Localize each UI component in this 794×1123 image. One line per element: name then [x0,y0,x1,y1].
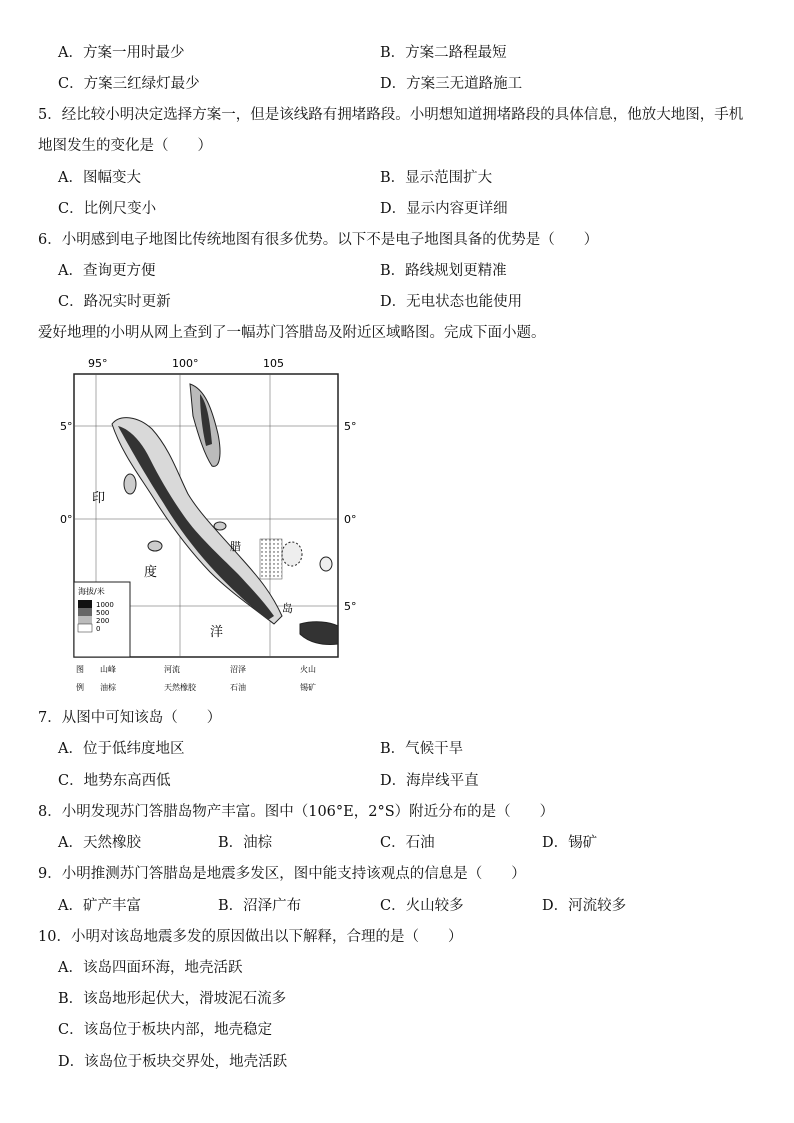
legend-0: 0 [96,625,101,633]
legend-500: 500 [96,609,110,617]
ocean-char-1: 印 [92,491,106,506]
q8-option-c: C．石油 [380,835,435,851]
q9-option-b: B．沼泽广布 [218,898,302,914]
island-char-1: 腊 [230,540,241,553]
q4-option-d: D．方案三无道路施工 [380,76,523,92]
key-oilpalm: 油棕 [100,683,116,692]
q5-option-c: C．比例尺变小 [58,201,157,217]
q7-option-a: A．位于低纬度地区 [58,741,185,757]
q6-stem: 6．小明感到电子地图比传统地图有很多优势。以下不是电子地图具备的优势是（ ） [38,232,599,248]
q6-option-c: C．路况实时更新 [58,294,171,310]
q10-option-d: D．该岛位于板块交界处，地壳活跃 [58,1054,288,1070]
q6-option-b: B．路线规划更精准 [380,263,507,279]
q9-option-c: C．火山较多 [380,898,464,914]
key-oil: 石油 [230,683,246,692]
q5-stem-line2: 地图发生的变化是（ ） [38,138,212,154]
q6-option-d: D．无电状态也能使用 [380,294,523,310]
legend-1000: 1000 [96,601,114,609]
lat-label-0-right: 0° [344,513,357,526]
sumatra-map [60,354,370,699]
key-label-tu: 图 [76,665,84,674]
key-river: 河流 [164,665,180,674]
q9-option-a: A．矿产丰富 [58,898,141,914]
q9-option-d: D．河流较多 [542,898,627,914]
ocean-char-2: 度 [144,565,158,580]
q10-option-b: B．该岛地形起伏大，滑坡泥石流多 [58,991,287,1007]
island-simeulue [124,474,136,494]
ocean-char-3: 洋 [210,625,224,640]
lat-label-0-left: 0° [60,513,73,526]
lon-label-105: 105 [263,357,284,370]
key-peak: 山峰 [100,665,116,674]
q8-stem: 8．小明发现苏门答腊岛物产丰富。图中（106°E，2°S）附近分布的是（ ） [38,804,555,820]
island-bangka [282,542,302,566]
q4-option-c: C．方案三红绿灯最少 [58,76,200,92]
legend-200: 200 [96,617,110,625]
q10-option-c: C．该岛位于板块内部，地壳稳定 [58,1022,273,1038]
island-belitung [320,557,332,571]
lat-label-5n-right: 5° [344,420,357,433]
q8-option-b: B．油棕 [218,835,273,851]
key-swamp: 沼泽 [230,665,246,674]
q7-option-d: D．海岸线平直 [380,773,479,789]
q5-stem-line1: 5．经比较小明决定选择方案一，但是该线路有拥堵路段。小明想知道拥堵路段的具体信息，他放大地图，手机 [38,107,744,123]
q5-option-b: B．显示范围扩大 [380,170,493,186]
q7-option-c: C．地势东高西低 [58,773,171,789]
legend-title: 海拔/米 [78,587,105,596]
island-small [214,522,226,530]
q10-option-a: A．该岛四面环海，地壳活跃 [58,960,243,976]
section-intro: 爱好地理的小明从网上查到了一幅苏门答腊岛及附近区域略图。完成下面小题。 [38,325,546,341]
q7-stem: 7．从图中可知该岛（ ） [38,710,222,726]
lon-label-100: 100° [172,357,199,370]
q8-option-d: D．锡矿 [542,835,598,851]
q5-option-a: A．图幅变大 [58,170,141,186]
q5-option-d: D．显示内容更详细 [380,201,508,217]
lon-label-95: 95° [88,357,108,370]
lat-label-5s-right: 5° [344,600,357,613]
key-label-li: 例 [76,683,84,692]
q4-option-b: B．方案二路程最短 [380,45,507,61]
key-rubber: 天然橡胶 [164,683,196,692]
island-nias [148,541,162,551]
swamp-area [260,539,282,579]
q7-option-b: B．气候干旱 [380,741,464,757]
q9-stem: 9．小明推测苏门答腊岛是地震多发区，图中能支持该观点的信息是（ ） [38,866,526,882]
q10-stem: 10．小明对该岛地震多发的原因做出以下解释，合理的是（ ） [38,929,463,945]
q4-option-a: A．方案一用时最少 [58,45,185,61]
q6-option-a: A．查询更方便 [58,263,156,279]
key-tin: 锡矿 [300,683,316,692]
island-char-2: 岛 [282,602,293,615]
q8-option-a: A．天然橡胶 [58,835,141,851]
key-volcano: 火山 [300,665,316,674]
lat-label-5n-left: 5° [60,420,73,433]
